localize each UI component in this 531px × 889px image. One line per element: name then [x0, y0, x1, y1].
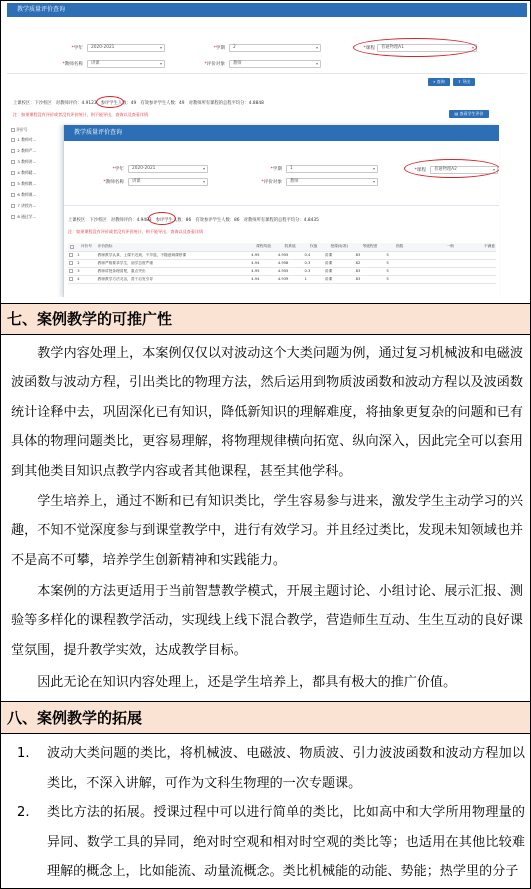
list-text: 类比方法的拓展。授课过程中可以进行简单的类比，比如高中和大学所用物理量的异同、数学工具的异同，绝对时空观和相对时空观的类比等；也适用在其他比较难理解的概念上，比如能流、动量流概念。类比机械能的动能、势能；热学里的分子	[47, 805, 525, 880]
school-year-select[interactable]: 2020-2021 ▾	[87, 44, 165, 52]
list-item[interactable]: 6 教师课...	[11, 192, 36, 198]
list-item[interactable]: 7 讲授内...	[11, 203, 36, 209]
list-number: 1.	[17, 746, 30, 761]
list-item[interactable]: 8 通过学...	[11, 214, 36, 220]
list-text: 波动大类问题的类比，将机械波、电磁波、物质波、引力波波函数和波动方程加以类比，不深入讲解，可作为文科生物理的一次专题课。	[47, 746, 525, 791]
list-item	[17, 739, 525, 798]
evaluation-window-front	[63, 125, 499, 297]
table-row[interactable]: 2 教师严格要求学生，治学态度严谨 4.94 4.958 0.3 讲课 82 5	[68, 259, 496, 267]
window-title: 教学质量评价查询	[7, 3, 527, 17]
paragraph: 教学内容处理上，本案例仅仅以对波动这个大类问题为例，通过复习机械波和电磁波波函数与波动方程，引出类比的物理方法，然后运用到物质波函数和波动方程以及波函数统计诠释中去，巩固深化已有知识，降低新知识的理解难度，将抽象更复杂的问题和已有具体的物理问题类比，更容易理解，将物理规律横向拓宽、纵向深入，因此完全可以套用到其他类目知识点教学内容或者其他课程，甚至其他学科。	[11, 346, 523, 479]
course-select[interactable]: 普通物理A1 ▾	[377, 44, 477, 52]
course-label: *课程	[414, 168, 426, 173]
divider	[64, 205, 499, 206]
eval-target-label: *评价对象	[204, 62, 225, 67]
school-year-label: *学年	[71, 46, 83, 51]
eval-target-label: *评价对象	[261, 180, 282, 185]
paragraph: 因此无论在知识内容处理上，还是学生培养上，都具有极大的推广价值。	[37, 675, 457, 690]
paragraph: 学生培养上，通过不断和已有知识类比，学生容易参与进来，激发学生主动学习的兴趣，不知不觉深度参与到课堂教学中，进行有效学习。并且经过类比，发现未知领域也并不是高不可攀，培养学生创新精神和实践能力。	[11, 494, 523, 568]
divider	[7, 73, 527, 74]
paragraph: 本案例的方法更适用于当前智慧教学模式，开展主题讨论、小组讨论、展示汇报、测验等多样化的课程教学活动，实现线上线下混合教学，营造师生互动、生生互动的良好课堂氛围，提升教学实效，达成教学目标。	[11, 584, 523, 658]
annotation-ellipse-course	[353, 38, 477, 57]
list-item[interactable]: 4 教师精...	[11, 170, 36, 176]
view-students-button[interactable]: ▤ 查看学生评价	[449, 110, 489, 118]
annotation-ellipse-avg	[148, 212, 176, 225]
table-header-row: 评价号 评价指标 课程均值 院系值 权值 授课(标准) 等级程度 指数 一般 不满意	[68, 243, 496, 251]
query-button[interactable]: ⌕ 查询	[428, 78, 450, 86]
course-label: *课程	[363, 46, 375, 51]
section-heading-7: 七、案例教学的可推广性	[1, 303, 530, 335]
school-year-select[interactable]: 2020-2021 ▾	[128, 165, 208, 173]
annotation-ellipse-course	[404, 159, 499, 178]
list-item[interactable]: 3 教师讲...	[11, 159, 36, 165]
list-item[interactable]: 5 教师教...	[11, 181, 36, 187]
eval-target-select[interactable]: 教师 ▾	[286, 178, 378, 186]
table-row[interactable]: 4 教师教学方法灵活，善于启发引导 4.94 4.939 1 讲课 83 5	[68, 275, 496, 283]
eval-target-select[interactable]: 教师 ▾	[229, 60, 321, 68]
section-heading-8: 八、案例教学的拓展	[1, 701, 530, 734]
school-year-label: *学年	[112, 167, 124, 172]
list-item	[17, 798, 525, 887]
course-select[interactable]: 普通物理A2 ▾	[430, 166, 498, 174]
note-text: 注：如果课程没有评价或者没有评价统计，则不能导出，查询以及查看详情	[68, 229, 204, 234]
stats-line-2: 上课校区：下沙校区 对教师评价：4.9483 参评学生人数：86 有效参评学生人数：86 对教师所有课程的总程平均分：4.8435	[68, 218, 319, 223]
evaluation-screenshot	[7, 3, 527, 297]
table-row[interactable]: 3 教师讲授条理清楚，重点突出 4.95 4.955 0.3 讲课 83 5	[68, 267, 496, 275]
evaluation-table	[68, 243, 496, 284]
note-text: 注：如果课程没有评价或者没有评价统计，则不能导出，查询以及查看详情	[13, 112, 149, 117]
teacher-label: *教师名称	[62, 62, 83, 67]
window-title: 教学质量评价查询	[64, 125, 499, 141]
export-button[interactable]: ⇪ 导出	[453, 78, 475, 86]
annotation-ellipse-avg	[96, 96, 124, 108]
term-label: *学期	[270, 167, 282, 172]
teacher-select[interactable]: 讲课 ▾	[87, 60, 165, 68]
teacher-label: *教师名称	[103, 180, 124, 185]
table-row[interactable]: 1 教师教学认真，上课不迟到，不早退，不随意调课停课 4.95 4.955 0.4 讲课 83 5	[68, 251, 496, 259]
list-item[interactable]: 2 教师严...	[11, 148, 36, 154]
list-number: 2.	[17, 805, 30, 820]
term-select[interactable]: 1 ▾	[286, 165, 378, 173]
bg-list-header: 评价号	[11, 127, 28, 133]
term-label: *学期	[213, 46, 225, 51]
stats-line-1: 上课校区：下沙校区 对教师评价：4.9123 参评学生人数：49 有效参评学生人数：49 对教师所有课程的总程平均分：4.8848	[13, 101, 264, 106]
list-item[interactable]: 1 教师对...	[11, 137, 36, 143]
teacher-select[interactable]: 讲课 ▾	[128, 178, 208, 186]
term-select[interactable]: 2 ▾	[229, 44, 321, 52]
